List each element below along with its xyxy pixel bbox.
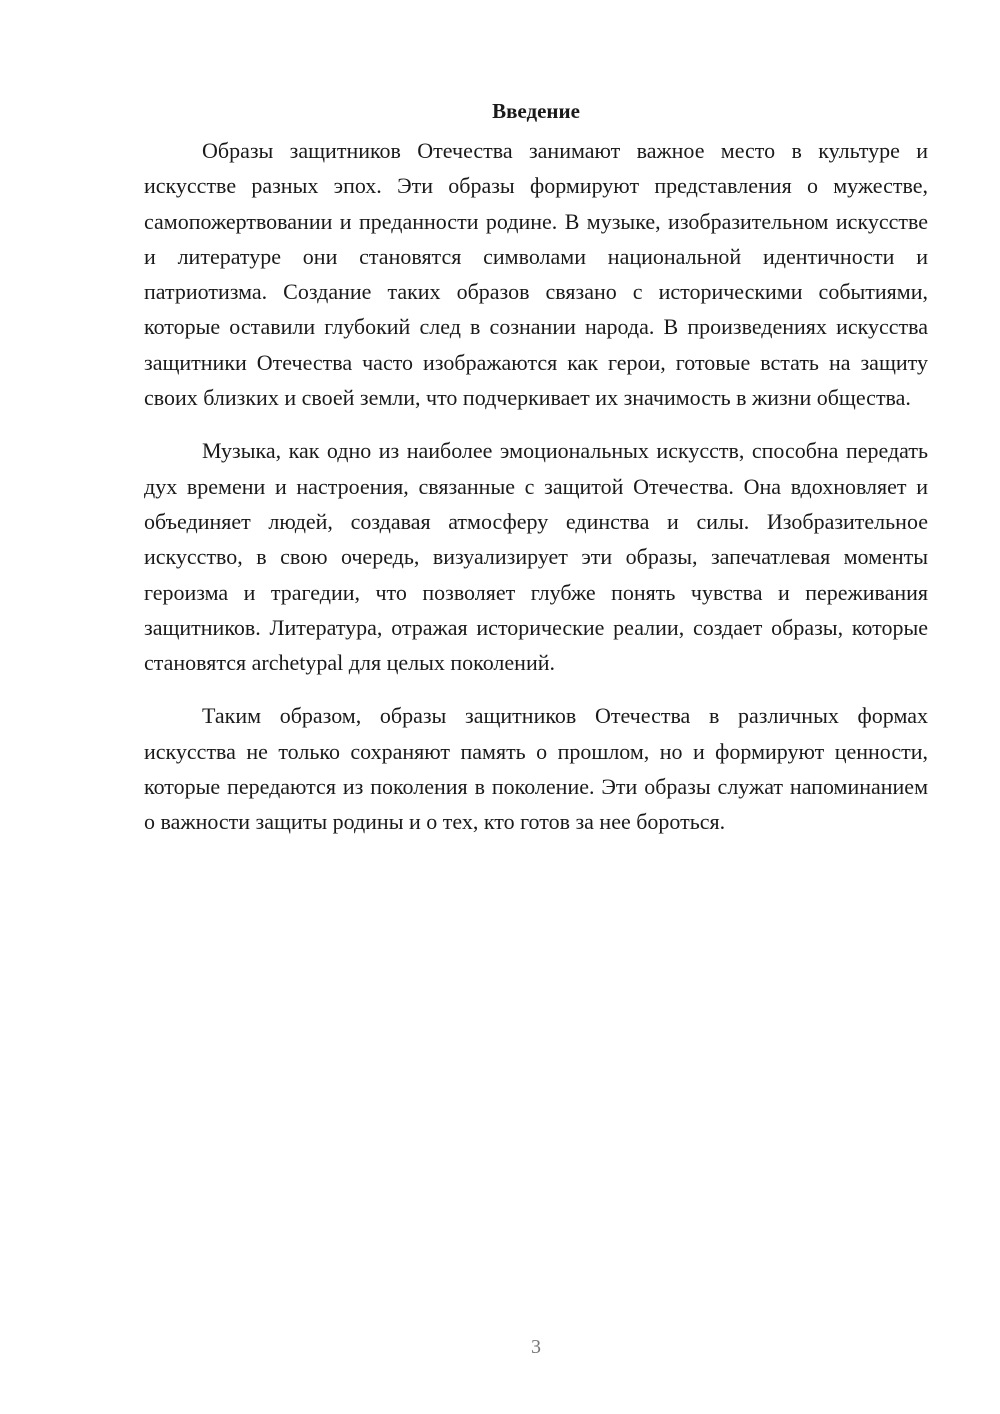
paragraph-2: Музыка, как одно из наиболее эмоциональных искусств, способна передать дух времени и настроения, связанные с защитой Отечества. Она вдохновляет и объединяет людей, создавая атмосферу единства и силы. Изобразительное искусство, в свою очередь, визуализирует эти образы, запечатлевая моменты героизма и трагедии, что позволяет глубже понять чувства и переживания защитников. Литература, отражая исторические реалии, создает образы, которые становятся archetypal для целых поколений. bbox=[144, 438, 928, 676]
section-heading: Введение bbox=[492, 99, 580, 123]
page-content bbox=[144, 96, 928, 858]
paragraph-3: Таким образом, образы защитников Отечества в различных формах искусства не только сохраняют память о прошлом, но и формируют ценности, которые передаются из поколения в поколение. Эти образы служат напоминанием о важности защиты родины и о тех, кто готов за нее бороться. bbox=[144, 703, 928, 835]
paragraph-1: Образы защитников Отечества занимают важное место в культуре и искусстве разных эпох. Эти образы формируют представления о мужестве, самопожертвовании и преданности родине. В музыке, изобразительном искусстве и литературе они становятся символами национальной идентичности и патриотизма. Создание таких образов связано с историческими событиями, которые оставили глубокий след в сознании народа. В произведениях искусства защитники Отечества часто изображаются как герои, готовые встать на защиту своих близких и своей земли, что подчеркивает их значимость в жизни общества. bbox=[144, 138, 928, 411]
page-number: 3 bbox=[531, 1336, 541, 1358]
